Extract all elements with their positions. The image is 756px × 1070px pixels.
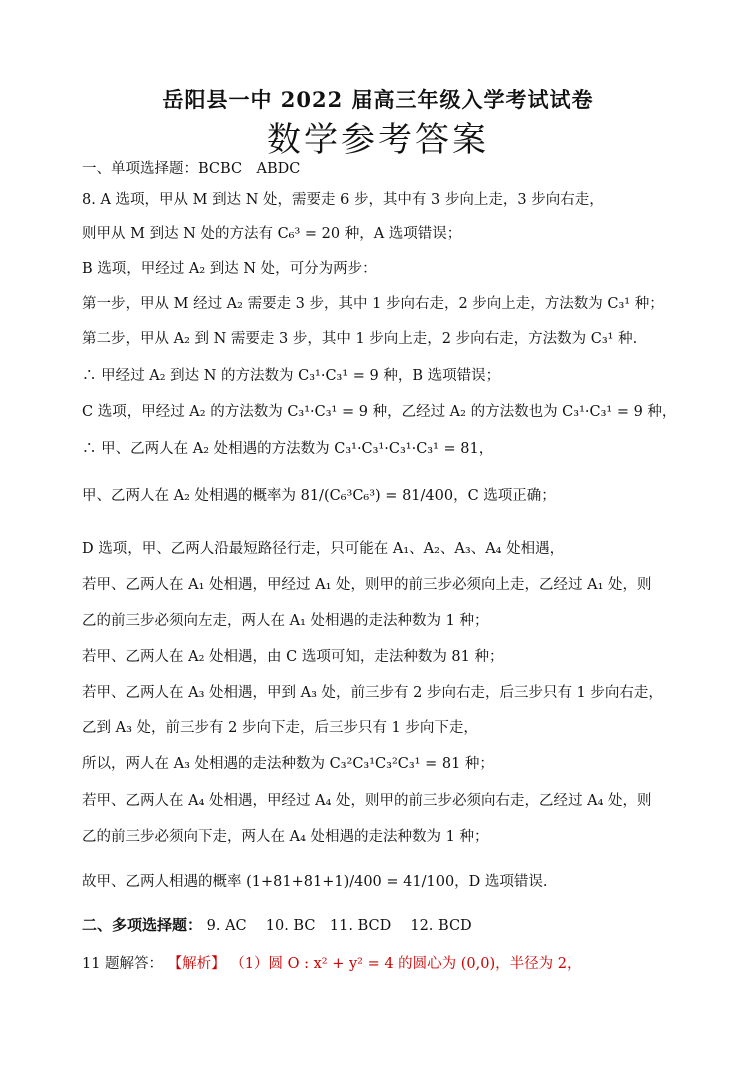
q8-line-1: 8. A 选项，甲从 M 到达 N 处，需要走 6 步，其中有 3 步向上走，3 步向右走， [82, 192, 604, 208]
q8-line-12: 乙的前三步必须向左走，两人在 A₁ 处相遇的走法种数为 1 种； [82, 613, 489, 629]
q8-line-5: 第二步，甲从 A₂ 到 N 需要走 3 步，其中 1 步向上走，2 步向右走，方法数为 C₃¹ 种. [82, 331, 638, 347]
q8-line-9: 甲、乙两人在 A₂ 处相遇的概率为 81/(C₆³C₆³) = 81/400，C 选项正确； [82, 488, 556, 504]
q8-line-11: 若甲、乙两人在 A₁ 处相遇，甲经过 A₁ 处，则甲的前三步必须向上走，乙经过 A₁ 处，则 [82, 577, 652, 593]
q11-tag: 【解析】 [167, 956, 226, 972]
q8-line-2: 则甲从 M 到达 N 处的方法有 C₆³ = 20 种，A 选项错误； [82, 226, 462, 242]
q8-line-19: 故甲、乙两人相遇的概率 (1+81+81+1)/400 = 41/100，D 选项错误. [82, 874, 548, 890]
page-subtitle: 数学参考答案 [267, 120, 489, 160]
section2-answers: 9. AC 10. BC 11. BCD 12. BCD [206, 918, 472, 934]
q8-line-8: ∴ 甲、乙两人在 A₂ 处相遇的方法数为 C₃¹·C₃¹·C₃¹·C₃¹ = 81， [82, 441, 494, 457]
q8-line-10: D 选项，甲、乙两人沿最短路径行走，只可能在 A₁、A₂、A₃、A₄ 处相遇， [82, 541, 565, 557]
q8-line-4: 第一步，甲从 M 经过 A₂ 需要走 3 步，其中 1 步向右走，2 步向上走，方法数为 C₃¹ 种； [82, 296, 664, 312]
q8-line-15: 乙到 A₃ 处，前三步有 2 步向下走，后三步只有 1 步向下走， [82, 720, 478, 736]
q11-prefix: 11 题解答： [82, 956, 164, 972]
q8-line-16: 所以，两人在 A₃ 处相遇的走法种数为 C₃²C₃¹C₃²C₃¹ = 81 种； [82, 756, 494, 772]
q8-line-7: C 选项，甲经过 A₂ 的方法数为 C₃¹·C₃¹ = 9 种，乙经过 A₂ 的方法数也为 C₃¹·C₃¹ = 9 种， [82, 404, 677, 420]
section1-answers: 一、单项选择题：BCBC ABDC [82, 161, 301, 177]
q11-text: （1）圆 O : x² + y² = 4 的圆心为 (0,0)，半径为 2， [230, 956, 582, 972]
q8-line-6: ∴ 甲经过 A₂ 到达 N 的方法数为 C₃¹·C₃¹ = 9 种，B 选项错误； [82, 368, 501, 384]
q8-line-17: 若甲、乙两人在 A₄ 处相遇，甲经过 A₄ 处，则甲的前三步必须向右走，乙经过 A₄ 处，则 [82, 793, 652, 809]
q11-line [82, 952, 582, 973]
q8-line-13: 若甲、乙两人在 A₂ 处相遇，由 C 选项可知，走法种数为 81 种； [82, 649, 504, 665]
q8-line-18: 乙的前三步必须向下走，两人在 A₄ 处相遇的走法种数为 1 种； [82, 829, 489, 845]
section2-heading: 二、多项选择题： [82, 916, 203, 934]
section2-line [82, 914, 472, 935]
q8-line-14: 若甲、乙两人在 A₃ 处相遇，甲到 A₃ 处，前三步有 2 步向右走，后三步只有 1 步向右走， [82, 685, 663, 701]
page-title: 岳阳县一中 2022 届高三年级入学考试试卷 [162, 87, 594, 112]
q8-line-3: B 选项，甲经过 A₂ 到达 N 处，可分为两步： [82, 261, 377, 277]
